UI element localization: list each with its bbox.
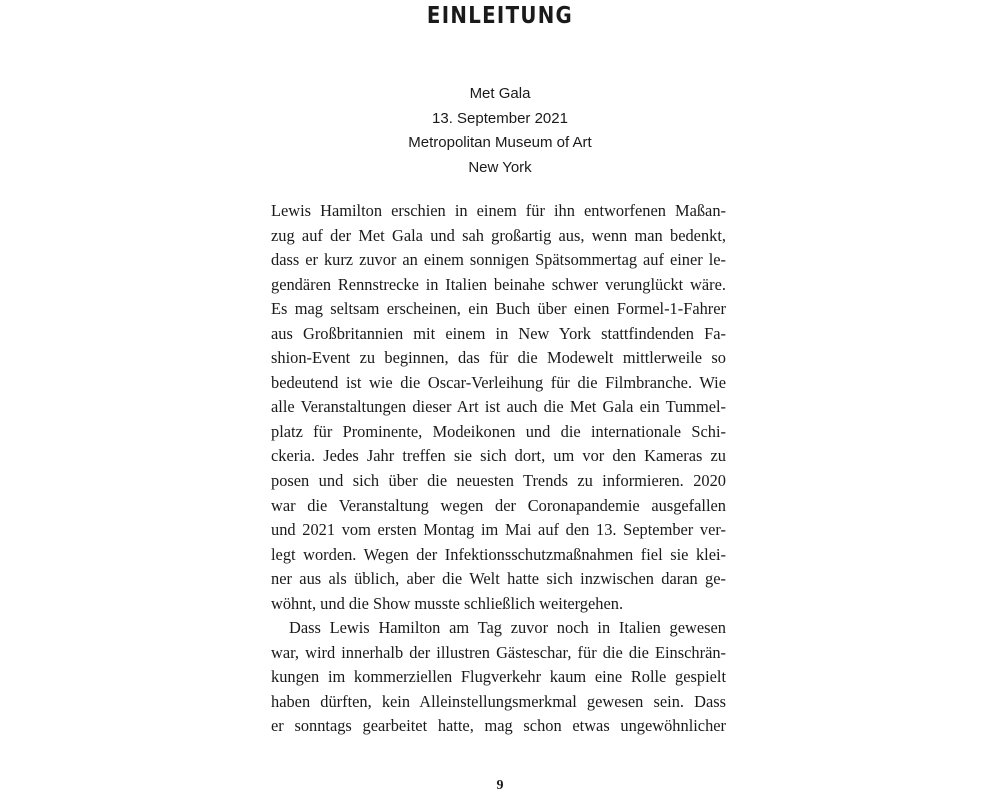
dateline-event: Met Gala — [469, 85, 531, 102]
text-line: Dass Lewis Hamilton am Tag zuvor noch in Italien gewesen — [289, 618, 726, 638]
paragraph-1 — [271, 199, 726, 616]
text-line: er sonntags gearbeitet hatte, mag schon etwas ungewöhnlicher — [271, 716, 726, 736]
dateline — [0, 82, 1000, 180]
text-line: und 2021 vom ersten Montag im Mai auf den 13. September ver- — [271, 520, 726, 540]
text-line: Es mag seltsam erscheinen, ein Buch über einen Formel-1-Fahrer — [271, 299, 726, 319]
text-line: Lewis Hamilton erschien in einem für ihn entworfenen Maßan- — [271, 201, 726, 220]
text-line: legt worden. Wegen der Infektionsschutzmaßnahmen fiel sie klei- — [271, 544, 726, 564]
text-line: war die Veranstaltung wegen der Coronapandemie ausgefallen — [271, 495, 726, 515]
text-line: ner aus als üblich, aber die Welt hatte sich inzwischen daran ge- — [271, 569, 726, 589]
text-line: alle Veranstaltungen dieser Art ist auch die Met Gala ein Tummel- — [271, 397, 726, 417]
text-line: wöhnt, und die Show musste schließlich weitergehen. — [271, 593, 624, 613]
text-line: zug auf der Met Gala und sah großartig aus, wenn man bedenkt, — [271, 225, 726, 245]
body-text — [271, 199, 726, 739]
text-line: war, wird innerhalb der illustren Gästeschar, für die die Einschrän- — [271, 642, 726, 662]
paragraph-2 — [271, 616, 726, 739]
text-line: ckeria. Jedes Jahr treffen sie sich dort, um vor den Kameras zu — [271, 446, 726, 466]
chapter-title: EINLEITUNG — [426, 3, 574, 29]
page-number: 9 — [496, 778, 504, 793]
text-line: aus Großbritannien mit einem in New York stattfindenden Fa- — [271, 323, 726, 343]
text-line: shion-Event zu beginnen, das für die Modewelt mittlerweile so — [271, 348, 726, 368]
text-line: kungen im kommerziellen Flugverkehr kaum eine Rolle gespielt — [271, 667, 726, 687]
text-line: bedeutend ist wie die Oscar-Verleihung für die Filmbranche. Wie — [271, 372, 726, 392]
text-line: haben dürften, kein Alleinstellungsmerkmal gewesen sein. Dass — [271, 691, 726, 711]
dateline-venue: Metropolitan Museum of Art — [408, 134, 592, 151]
dateline-date: 13. September 2021 — [432, 109, 568, 127]
text-line: dass er kurz zuvor an einem sonnigen Spätsommertag auf einer le- — [271, 250, 726, 270]
dateline-city: New York — [468, 158, 532, 176]
text-line: posen und sich über die neuesten Trends zu informieren. 2020 — [271, 471, 726, 491]
text-line: gendären Rennstrecke in Italien beinahe schwer verunglückt wäre. — [271, 274, 726, 294]
text-line: platz für Prominente, Modeikonen und die internationale Schi- — [271, 421, 726, 441]
